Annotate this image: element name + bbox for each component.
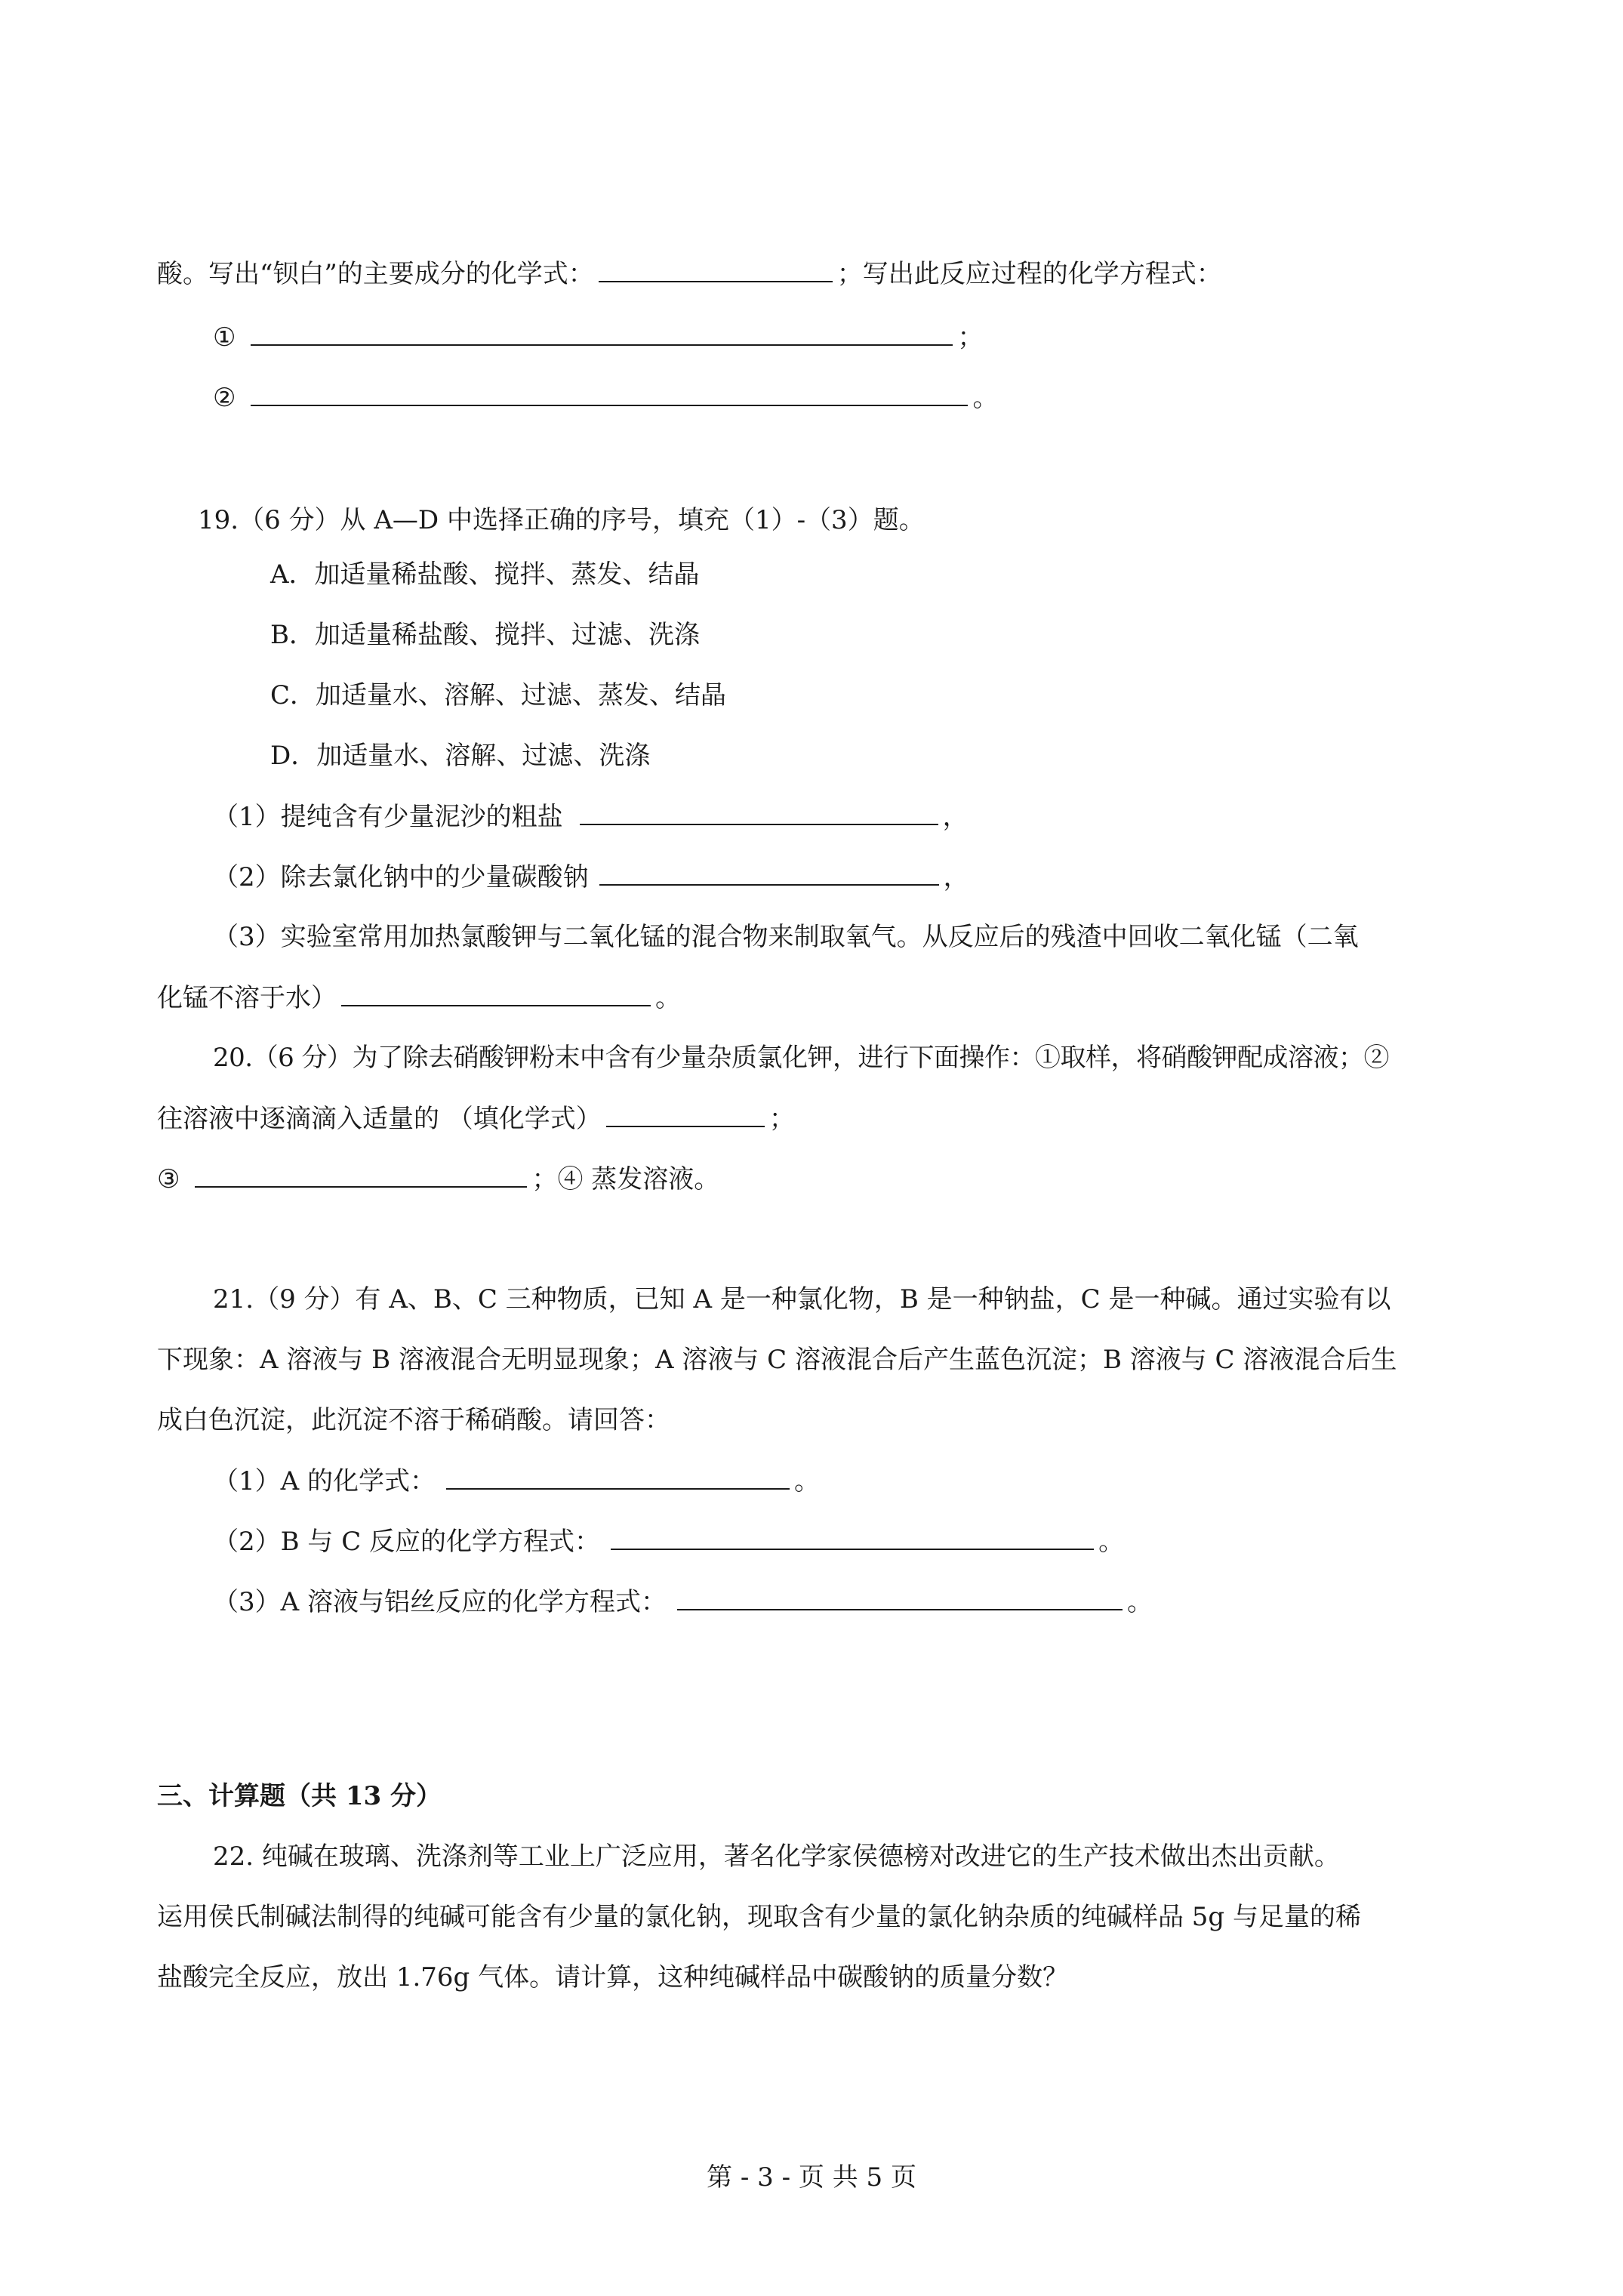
q19-sub1-blank[interactable] [580,798,938,825]
q22-line2: 运用侯氏制碱法制得的纯碱可能含有少量的氯化钠，现取含有少量的氯化钠杂质的纯碱样品 5g 与足量的稀 [157,1902,1362,1932]
q18-item1-marker: ① [213,322,236,353]
q18-item2-end: 。 [972,383,999,413]
q18-formula-blank[interactable] [599,255,833,282]
q21-sub3-end: 。 [1127,1587,1153,1617]
q18-line1-mid: ；写出此反应过程的化学方程式： [836,259,1222,289]
q19-stem: 19.（6 分）从 A—D 中选择正确的序号，填充（1）-（3）题。 [198,505,925,535]
q21-sub1-text: （1）A 的化学式： [213,1466,436,1496]
q20-line2-end: ； [768,1104,795,1134]
q19-sub1-text: （1）提纯含有少量泥沙的粗盐 [213,802,563,832]
q20-line1: 20.（6 分）为了除去硝酸钾粉末中含有少量杂质氯化钾，进行下面操作：①取样，将硝酸钾配成溶液；② [213,1043,1390,1073]
q21-sub3 [213,1583,1153,1620]
q19-sub3-blank[interactable] [341,979,651,1006]
q19-sub3-line2 [157,979,681,1015]
q21-sub2-text: （2）B 与 C 反应的化学方程式： [213,1527,601,1557]
q19-option-c: C．加适量水、溶解、过滤、蒸发、结晶 [270,680,727,710]
q18-item2-marker: ② [213,383,236,413]
q19-option-a: A．加适量稀盐酸、搅拌、蒸发、结晶 [270,559,700,590]
q22-line3: 盐酸完全反应，放出 1.76g 气体。请计算，这种纯碱样品中碳酸钠的质量分数？ [157,1962,1069,1992]
q18-equation2-blank[interactable] [251,379,968,406]
q19-option-d: D．加适量水、溶解、过滤、洗涤 [270,741,651,771]
q20-line3 [157,1160,719,1197]
q18-item1 [213,319,983,355]
q21-line1: 21.（9 分）有 A、B、C 三种物质，已知 A 是一种氯化物，B 是一种钠盐，C 是一种碱。通过实验有以 [213,1284,1391,1314]
q20-line3-end: ；④ 蒸发溶液。 [531,1164,720,1194]
q21-sub1 [213,1462,820,1499]
q20-line3-marker: ③ [157,1164,180,1194]
q19-sub2-end: ， [943,862,969,892]
q21-sub2 [213,1523,1124,1559]
q21-sub3-blank[interactable] [677,1583,1123,1610]
q21-line3: 成白色沉淀，此沉淀不溶于稀硝酸。请回答： [157,1405,670,1435]
q19-sub2 [213,858,969,895]
q21-sub1-end: 。 [794,1466,820,1496]
q21-line2: 下现象：A 溶液与 B 溶液混合无明显现象；A 溶液与 C 溶液混合后产生蓝色沉淀；B 溶液与 C 溶液混合后生 [157,1345,1397,1375]
section3-title: 三、计算题（共 13 分） [157,1781,442,1811]
q19-sub2-blank[interactable] [599,858,939,886]
q18-equation1-blank[interactable] [251,319,953,346]
q18-line1-text: 酸。写出“钡白”的主要成分的化学式： [157,259,594,289]
q19-sub1 [213,798,969,834]
q19-sub3-text: 化锰不溶于水） [157,983,337,1013]
q18-item1-end: ； [957,322,984,353]
q19-option-b: B．加适量稀盐酸、搅拌、过滤、洗涤 [270,620,700,650]
q20-line2-text: 往溶液中逐滴滴入适量的 （填化学式） [157,1104,602,1134]
q20-formula-blank[interactable] [606,1100,765,1127]
q20-line2 [157,1100,795,1136]
q19-sub3-line1: （3）实验室常用加热氯酸钾与二氧化锰的混合物来制取氧气。从反应后的残渣中回收二氧化锰（二氧 [213,922,1359,952]
q21-sub1-blank[interactable] [446,1462,790,1490]
q18-item2 [213,379,998,415]
q22-line1: 22. 纯碱在玻璃、洗涤剂等工业上广泛应用，著名化学家侯德榜对改进它的生产技术做出杰出贡献。 [213,1841,1340,1872]
page-footer: 第 - 3 - 页 共 5 页 [707,2162,916,2193]
q19-sub3-end: 。 [655,983,681,1013]
q19-sub2-text: （2）除去氯化钠中的少量碳酸钠 [213,862,589,892]
q18-line1 [157,255,1222,291]
q19-sub1-end: ， [942,802,969,832]
q20-step3-blank[interactable] [195,1160,527,1188]
q21-sub2-end: 。 [1098,1527,1125,1557]
q21-sub2-blank[interactable] [611,1523,1094,1550]
q21-sub3-text: （3）A 溶液与铝丝反应的化学方程式： [213,1587,667,1617]
